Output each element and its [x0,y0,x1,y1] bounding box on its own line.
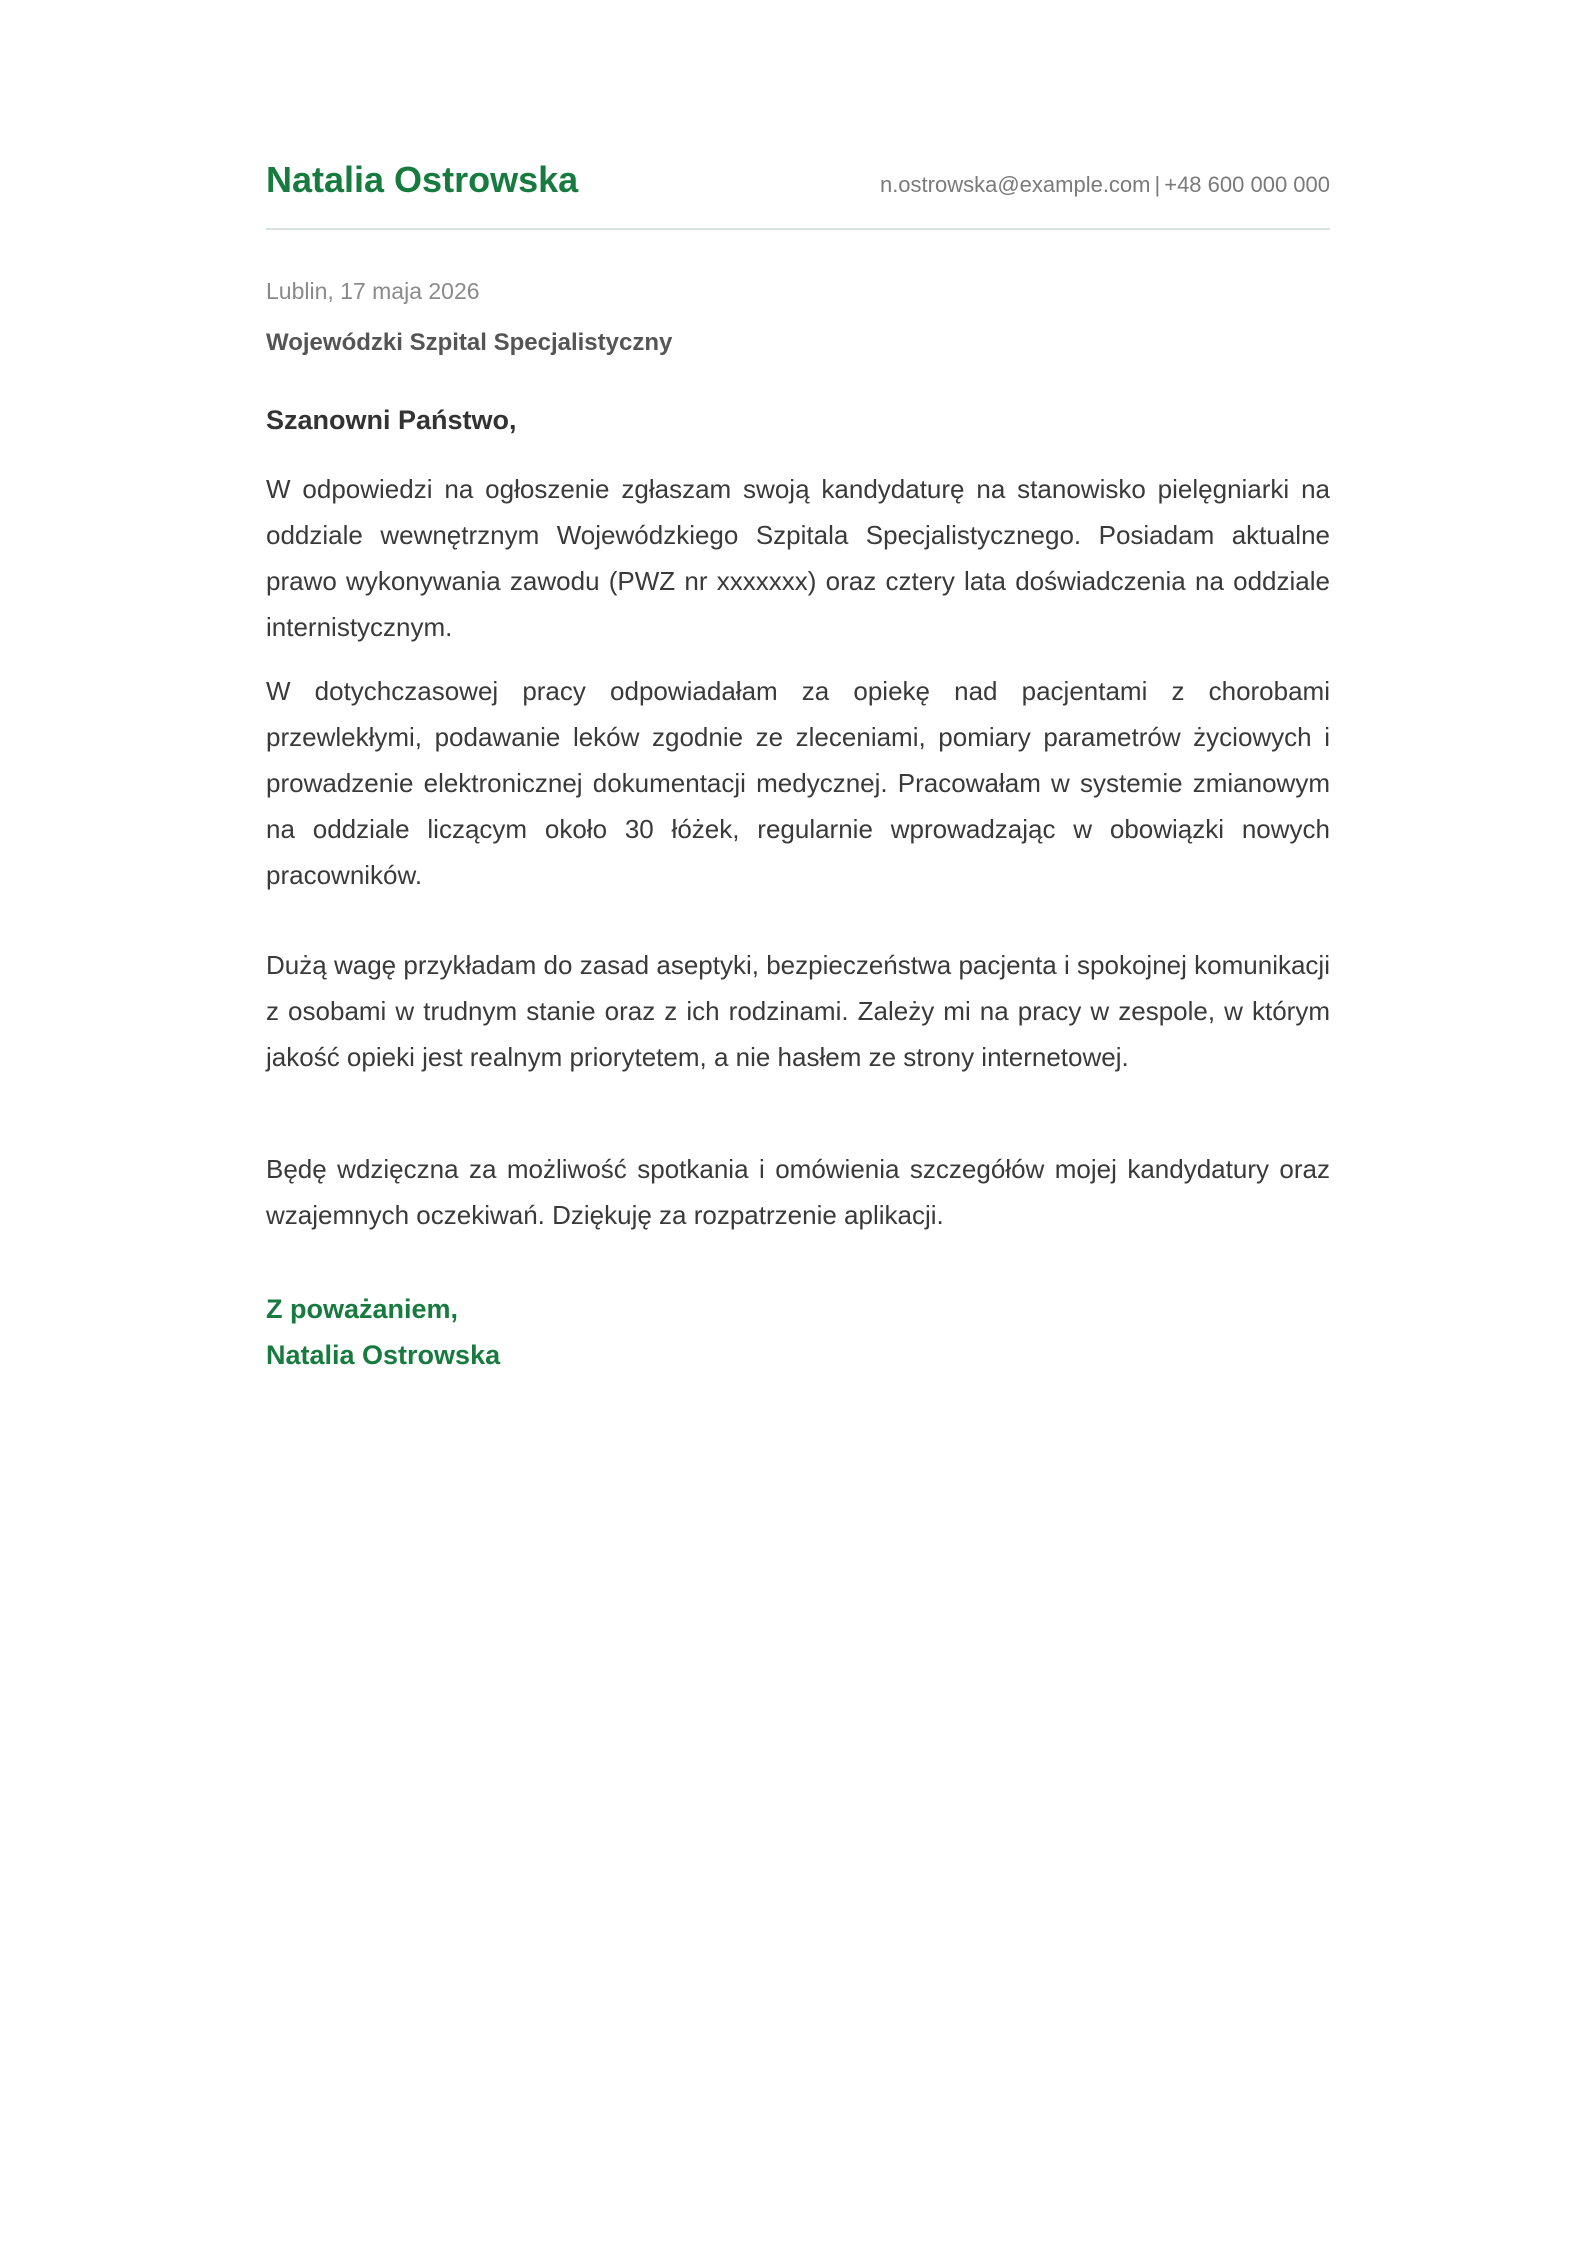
body-paragraph-4: Będę wdzięczna za możliwość spotkania i omówienia szczegółów mojej kandydatury oraz wzajemnych oczekiwań. Dziękuję za rozpatrzenie aplikacji. [266,1154,1330,1230]
closing-phrase: Z poważaniem, [266,1294,459,1324]
phone-number: +48 600 000 000 [1164,172,1330,197]
signature-name: Natalia Ostrowska [266,1340,501,1370]
contact-separator: | [1154,172,1161,197]
closing-block [266,1286,500,1378]
body-paragraph-1: W odpowiedzi na ogłoszenie zgłaszam swoją kandydaturę na stanowisko pielęgniarki na oddziale wewnętrznym Wojewódzkiego Szpitala Specjalistycznego. Posiadam aktualne prawo wykonywania zawodu (PWZ nr xxxxxxx) oraz cztery lata doświadczenia na oddziale internistycznym. [266,474,1330,642]
email-link[interactable]: n.ostrowska@example.com [879,172,1151,197]
greeting: Szanowni Państwo, [266,405,517,435]
body-paragraph-2: W dotychczasowej pracy odpowiadałam za opiekę nad pacjentami z chorobami przewlekłymi, podawanie leków zgodnie ze zleceniami, pomiary parametrów życiowych i prowadzenie elektronicznej dokumentacji medycznej. Pracowałam w systemie zmianowym na oddziale liczącym około 30 łóżek, regularnie wprowadzając w obowiązki nowych pracowników. [266,676,1330,890]
letter-date: Lublin, 17 maja 2026 [266,278,480,304]
sender-name: Natalia Ostrowska [266,159,579,200]
contact-info [880,170,1330,200]
letter-header [266,150,1330,230]
recipient-name: Wojewódzki Szpital Specjalistyczny [266,329,673,356]
body-paragraph-3: Dużą wagę przykładam do zasad aseptyki, bezpieczeństwa pacjenta i spokojnej komunikacji z osobami w trudnym stanie oraz z ich rodzinami. Zależy mi na pracy w zespole, w którym jakość opieki jest realnym priorytetem, a nie hasłem ze strony internetowej. [266,950,1330,1072]
